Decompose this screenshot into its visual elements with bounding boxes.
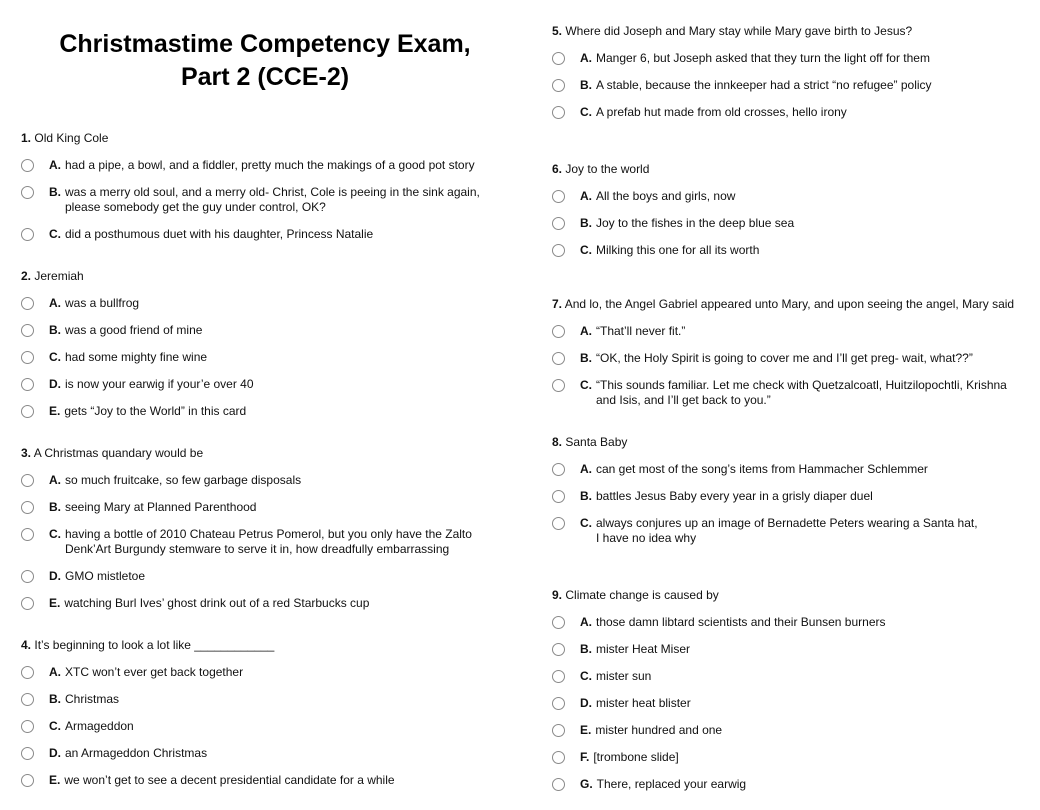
option-text-continued: and Isis, and I’ll get back to you.” xyxy=(596,393,771,407)
option-text: having a bottle of 2010 Chateau Petrus Pomerol, but you only have the Zalto xyxy=(65,527,472,541)
option-letter: A. xyxy=(580,51,592,65)
question-text xyxy=(21,446,203,461)
exam-title-line-1: Christmastime Competency Exam, xyxy=(59,30,471,58)
option-letter: E. xyxy=(49,596,61,610)
radio-button[interactable] xyxy=(21,501,34,514)
option-4b[interactable] xyxy=(21,692,119,707)
radio-button[interactable] xyxy=(21,297,34,310)
option-letter: A. xyxy=(49,158,61,172)
option-text: was a good friend of mine xyxy=(65,323,203,337)
radio-button[interactable] xyxy=(552,190,565,203)
question-7 xyxy=(552,297,1015,407)
option-text: those damn libtard scientists and their Bunsen burners xyxy=(596,615,886,629)
option-text: seeing Mary at Planned Parenthood xyxy=(65,500,257,514)
option-letter: B. xyxy=(49,692,61,706)
option-text: Christmas xyxy=(65,692,120,706)
option-9a[interactable] xyxy=(552,615,886,630)
option-text: “This sounds familiar. Let me check with Quetzalcoatl, Huitzilopochtli, Krishna xyxy=(596,378,1007,392)
question-number: 2. xyxy=(21,269,32,283)
option-9c[interactable] xyxy=(552,669,651,684)
option-text: was a bullfrog xyxy=(65,296,140,310)
option-text: can get most of the song’s items from Hammacher Schlemmer xyxy=(596,462,928,476)
option-letter: C. xyxy=(49,527,61,541)
option-3b[interactable] xyxy=(21,500,256,515)
radio-button[interactable] xyxy=(21,351,34,364)
radio-button[interactable] xyxy=(552,751,565,764)
question-text xyxy=(21,269,84,284)
question-prompt: A Christmas quandary would be xyxy=(33,446,204,460)
option-letter: B. xyxy=(580,351,592,365)
option-text-continued: I have no idea why xyxy=(596,531,697,545)
question-text xyxy=(21,131,108,146)
exam-title-line-2: Part 2 (CCE-2) xyxy=(180,63,350,91)
option-text: had a pipe, a bowl, and a fiddler, pretty much the makings of a good pot story xyxy=(65,158,475,172)
option-letter: B. xyxy=(49,323,61,337)
radio-button[interactable] xyxy=(552,217,565,230)
option-1a[interactable] xyxy=(21,158,475,173)
question-2 xyxy=(21,269,254,418)
radio-button[interactable] xyxy=(552,778,565,791)
option-letter: B. xyxy=(49,185,61,199)
option-letter: B. xyxy=(580,216,592,230)
option-9b[interactable] xyxy=(552,642,690,657)
option-letter: E. xyxy=(49,773,61,787)
radio-button[interactable] xyxy=(552,670,565,683)
option-text: Milking this one for all its worth xyxy=(596,243,760,257)
option-text: battles Jesus Baby every year in a grisly diaper duel xyxy=(596,489,873,503)
option-letter: G. xyxy=(580,777,593,791)
radio-button[interactable] xyxy=(21,324,34,337)
option-letter: C. xyxy=(580,105,592,119)
option-text: “That’ll never fit.” xyxy=(596,324,686,338)
question-1 xyxy=(21,131,480,241)
option-8a[interactable] xyxy=(552,462,928,477)
option-letter: E. xyxy=(580,723,592,737)
option-text: always conjures up an image of Bernadette Peters wearing a Santa hat, xyxy=(596,516,978,530)
radio-button[interactable] xyxy=(21,528,34,541)
radio-button[interactable] xyxy=(552,463,565,476)
question-prompt: It’s beginning to look a lot like ____________ xyxy=(34,638,275,652)
option-3a[interactable] xyxy=(21,473,301,488)
question-prompt: Joy to the world xyxy=(565,162,650,176)
option-letter: E. xyxy=(49,404,61,418)
option-text: All the boys and girls, now xyxy=(596,189,736,203)
question-prompt: Santa Baby xyxy=(565,435,628,449)
option-text: so much fruitcake, so few garbage disposals xyxy=(65,473,302,487)
option-text-continued: Denk’Art Burgundy stemware to serve it in, how dreadfully embarrassing xyxy=(65,542,450,556)
option-8b[interactable] xyxy=(552,489,873,504)
question-4 xyxy=(21,638,395,787)
radio-button[interactable] xyxy=(552,643,565,656)
option-text: mister heat blister xyxy=(596,696,691,710)
option-text: Joy to the fishes in the deep blue sea xyxy=(596,216,795,230)
option-5c[interactable] xyxy=(552,105,847,120)
option-letter: C. xyxy=(580,243,592,257)
question-6 xyxy=(552,162,795,257)
option-letter: F. xyxy=(580,750,590,764)
radio-button[interactable] xyxy=(552,379,565,392)
option-text: we won’t get to see a decent presidential candidate for a while xyxy=(64,773,395,787)
option-text: was a merry old soul, and a merry old- Christ, Cole is peeing in the sink again, xyxy=(65,185,480,199)
option-text: did a posthumous duet with his daughter, Princess Natalie xyxy=(65,227,374,241)
question-number: 3. xyxy=(21,446,32,460)
option-1c[interactable] xyxy=(21,227,373,242)
question-8 xyxy=(552,435,978,545)
question-number: 5. xyxy=(552,24,563,38)
question-text xyxy=(552,162,649,177)
option-4a[interactable] xyxy=(21,665,243,680)
option-letter: A. xyxy=(49,473,61,487)
option-text: Armageddon xyxy=(65,719,134,733)
question-prompt: Climate change is caused by xyxy=(565,588,719,602)
option-text: GMO mistletoe xyxy=(65,569,146,583)
option-letter: B. xyxy=(49,500,61,514)
option-text: is now your earwig if your’e over 40 xyxy=(65,377,254,391)
option-6b[interactable] xyxy=(552,216,794,231)
option-9e[interactable] xyxy=(552,723,722,738)
option-text: [trombone slide] xyxy=(593,750,679,764)
question-text xyxy=(21,638,274,653)
question-prompt: Where did Joseph and Mary stay while Mary gave birth to Jesus? xyxy=(565,24,913,38)
option-letter: C. xyxy=(49,719,61,733)
radio-button[interactable] xyxy=(21,474,34,487)
radio-button[interactable] xyxy=(21,570,34,583)
option-7a[interactable] xyxy=(552,324,685,339)
radio-button[interactable] xyxy=(552,697,565,710)
option-text: watching Burl Ives’ ghost drink out of a red Starbucks cup xyxy=(64,596,370,610)
radio-button[interactable] xyxy=(21,666,34,679)
question-number: 7. xyxy=(552,297,563,311)
option-letter: D. xyxy=(49,746,61,760)
question-text xyxy=(552,24,912,39)
option-9g[interactable] xyxy=(552,777,746,792)
radio-button[interactable] xyxy=(552,244,565,257)
option-3e[interactable] xyxy=(21,596,369,611)
radio-button[interactable] xyxy=(552,52,565,65)
option-text: gets “Joy to the World” in this card xyxy=(64,404,247,418)
option-text: mister hundred and one xyxy=(595,723,723,737)
option-2a[interactable] xyxy=(21,296,139,311)
option-letter: C. xyxy=(580,669,592,683)
question-number: 6. xyxy=(552,162,563,176)
option-text-continued: please somebody get the guy under control, OK? xyxy=(65,200,326,214)
option-text: There, replaced your earwig xyxy=(596,777,747,791)
option-letter: D. xyxy=(49,377,61,391)
radio-button[interactable] xyxy=(21,774,34,787)
option-5a[interactable] xyxy=(552,51,930,66)
question-number: 8. xyxy=(552,435,563,449)
radio-button[interactable] xyxy=(552,106,565,119)
radio-button[interactable] xyxy=(21,186,34,199)
option-letter: D. xyxy=(580,696,592,710)
radio-button[interactable] xyxy=(552,352,565,365)
option-text: mister Heat Miser xyxy=(596,642,691,656)
radio-button[interactable] xyxy=(21,159,34,172)
option-text: mister sun xyxy=(596,669,652,683)
option-2b[interactable] xyxy=(21,323,202,338)
option-2e[interactable] xyxy=(21,404,246,419)
option-4c[interactable] xyxy=(21,719,134,734)
option-7b[interactable] xyxy=(552,351,973,366)
option-letter: A. xyxy=(580,462,592,476)
option-6a[interactable] xyxy=(552,189,735,204)
option-letter: A. xyxy=(580,324,592,338)
option-text: an Armageddon Christmas xyxy=(65,746,208,760)
option-text: XTC won’t ever get back together xyxy=(65,665,244,679)
question-prompt: And lo, the Angel Gabriel appeared unto Mary, and upon seeing the angel, Mary said xyxy=(564,297,1015,311)
option-5b[interactable] xyxy=(552,78,932,93)
radio-button[interactable] xyxy=(21,747,34,760)
question-prompt: Old King Cole xyxy=(34,131,109,145)
option-letter: B. xyxy=(580,78,592,92)
option-letter: C. xyxy=(580,516,592,530)
question-number: 4. xyxy=(21,638,32,652)
option-text: A stable, because the innkeeper had a strict “no refugee” policy xyxy=(596,78,932,92)
option-letter: C. xyxy=(49,227,61,241)
option-letter: D. xyxy=(49,569,61,583)
option-2d[interactable] xyxy=(21,377,254,392)
option-letter: A. xyxy=(49,665,61,679)
option-text: “OK, the Holy Spirit is going to cover me and I’ll get preg- wait, what??” xyxy=(596,351,973,365)
option-letter: A. xyxy=(580,615,592,629)
radio-button[interactable] xyxy=(21,228,34,241)
exam-title xyxy=(0,28,530,94)
radio-button[interactable] xyxy=(21,720,34,733)
option-text: A prefab hut made from old crosses, hello irony xyxy=(596,105,847,119)
radio-button[interactable] xyxy=(21,693,34,706)
radio-button[interactable] xyxy=(552,616,565,629)
option-6c[interactable] xyxy=(552,243,759,258)
radio-button[interactable] xyxy=(552,517,565,530)
option-9d[interactable] xyxy=(552,696,691,711)
option-2c[interactable] xyxy=(21,350,207,365)
radio-button[interactable] xyxy=(552,79,565,92)
option-7c[interactable] xyxy=(552,378,1007,408)
question-number: 1. xyxy=(21,131,32,145)
option-8c[interactable] xyxy=(552,516,978,546)
question-text xyxy=(552,297,1014,312)
question-9 xyxy=(552,588,886,791)
option-text: had some mighty fine wine xyxy=(65,350,208,364)
option-4d[interactable] xyxy=(21,746,207,761)
radio-button[interactable] xyxy=(21,597,34,610)
question-text xyxy=(552,588,719,603)
option-text: Manger 6, but Joseph asked that they turn the light off for them xyxy=(596,51,930,65)
question-5 xyxy=(552,24,932,119)
option-letter: C. xyxy=(580,378,592,392)
radio-button[interactable] xyxy=(21,378,34,391)
radio-button[interactable] xyxy=(552,325,565,338)
option-letter: B. xyxy=(580,642,592,656)
option-3d[interactable] xyxy=(21,569,145,584)
option-letter: B. xyxy=(580,489,592,503)
question-text xyxy=(552,435,627,450)
option-letter: A. xyxy=(49,296,61,310)
option-1b[interactable] xyxy=(21,185,480,215)
radio-button[interactable] xyxy=(552,490,565,503)
question-number: 9. xyxy=(552,588,563,602)
option-letter: A. xyxy=(580,189,592,203)
radio-button[interactable] xyxy=(21,405,34,418)
option-letter: C. xyxy=(49,350,61,364)
option-3c[interactable] xyxy=(21,527,472,557)
radio-button[interactable] xyxy=(552,724,565,737)
option-9f[interactable] xyxy=(552,750,679,765)
question-prompt: Jeremiah xyxy=(34,269,84,283)
question-3 xyxy=(21,446,472,610)
option-4e[interactable] xyxy=(21,773,395,788)
